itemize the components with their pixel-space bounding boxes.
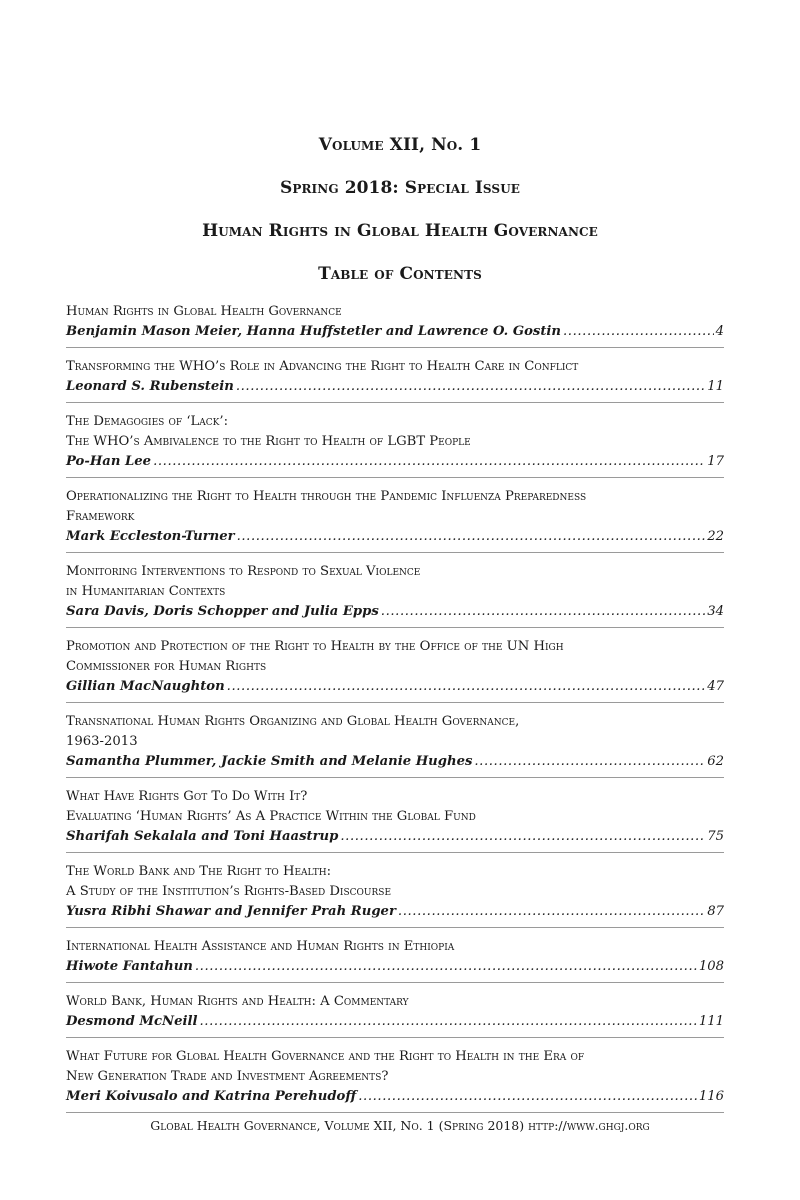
toc-entry[interactable] [66, 302, 724, 348]
toc-entry-authors: Meri Koivusalo and Katrina Perehudoff [66, 1089, 357, 1104]
toc-entry[interactable] [66, 637, 724, 703]
toc-entry[interactable] [66, 937, 724, 983]
dot-leader [563, 322, 714, 342]
toc-entry-page: 11 [707, 379, 724, 394]
dot-leader [340, 827, 705, 847]
dot-leader [398, 902, 705, 922]
toc-entry[interactable] [66, 712, 724, 778]
toc-entry-page: 47 [707, 679, 724, 694]
toc-entry[interactable] [66, 992, 724, 1038]
dot-leader [195, 957, 697, 977]
issue-heading: Spring 2018: Special Issue [279, 178, 521, 198]
toc-entry-byline [66, 377, 724, 397]
toc-entry-page: 17 [707, 454, 724, 469]
toc-entry-authors: Hiwote Fantahun [66, 959, 193, 974]
toc-entry-title: The World Bank and The Right to Health: [66, 864, 332, 879]
toc-entry-byline [66, 1087, 724, 1107]
toc-entry-byline [66, 322, 724, 342]
dot-leader [381, 602, 705, 622]
toc-entry-title: 1963-2013 [66, 734, 138, 749]
toc-entry-byline [66, 602, 724, 622]
toc-entry-title: A Study of the Institution’s Rights-Based Discourse [66, 884, 392, 899]
toc-entry-byline [66, 1012, 724, 1032]
table-of-contents [66, 302, 724, 1122]
dot-leader [153, 452, 705, 472]
toc-entry-title: Transnational Human Rights Organizing and Global Health Governance, [66, 714, 520, 729]
toc-entry-byline [66, 902, 724, 922]
toc-entry-title: New Generation Trade and Investment Agreements? [66, 1069, 389, 1084]
toc-entry[interactable] [66, 412, 724, 478]
toc-entry-page: 4 [715, 324, 724, 339]
toc-entry-title: World Bank, Human Rights and Health: A Commentary [66, 994, 409, 1009]
theme-heading: Human Rights in Global Health Governance [202, 221, 598, 241]
toc-entry-title: Monitoring Interventions to Respond to Sexual Violence [66, 564, 421, 579]
dot-leader [227, 677, 706, 697]
toc-entry-title: Human Rights in Global Health Governance [66, 304, 342, 319]
volume-heading: Volume XII, No. 1 [318, 135, 482, 155]
toc-entry-title: Commissioner for Human Rights [66, 659, 267, 674]
toc-entry-authors: Sara Davis, Doris Schopper and Julia Epps [66, 604, 379, 619]
toc-entry-byline [66, 527, 724, 547]
toc-entry[interactable] [66, 562, 724, 628]
toc-entry-authors: Po-Han Lee [66, 454, 152, 469]
toc-entry-authors: Leonard S. Rubenstein [66, 379, 234, 394]
toc-entry-page: 34 [707, 604, 724, 619]
toc-title: Table of Contents [318, 264, 482, 284]
dot-leader [200, 1012, 697, 1032]
toc-entry-title: The Demagogies of ‘Lack’: [66, 414, 229, 429]
dot-leader [474, 752, 705, 772]
toc-entry-page: 22 [707, 529, 724, 544]
toc-entry-page: 111 [698, 1014, 724, 1029]
dot-leader [237, 527, 706, 547]
toc-entry-byline [66, 752, 724, 772]
toc-entry-authors: Samantha Plummer, Jackie Smith and Melanie Hughes [66, 754, 473, 769]
toc-entry-title: What Have Rights Got To Do With It? [66, 789, 308, 804]
toc-entry-page: 62 [707, 754, 724, 769]
toc-entry-title: The WHO’s Ambivalence to the Right to Health of LGBT People [66, 434, 471, 449]
toc-entry-title: in Humanitarian Contexts [66, 584, 226, 599]
toc-entry-byline [66, 957, 724, 977]
toc-entry-title: Evaluating ‘Human Rights’ As A Practice Within the Global Fund [66, 809, 476, 824]
dot-leader [358, 1087, 697, 1107]
toc-entry-byline [66, 452, 724, 472]
toc-entry-authors: Desmond McNeill [66, 1014, 198, 1029]
toc-entry-page: 87 [707, 904, 724, 919]
toc-entry-authors: Benjamin Mason Meier, Hanna Huffstetler and Lawrence O. Gostin [66, 324, 562, 339]
toc-entry-page: 75 [707, 829, 724, 844]
toc-entry-title: Framework [66, 509, 135, 524]
toc-entry-page: 116 [698, 1089, 724, 1104]
toc-entry[interactable] [66, 862, 724, 928]
toc-entry-byline [66, 827, 724, 847]
toc-entry[interactable] [66, 357, 724, 403]
toc-entry[interactable] [66, 1047, 724, 1113]
dot-leader [236, 377, 705, 397]
toc-entry-title: Promotion and Protection of the Right to Health by the Office of the UN High [66, 639, 564, 654]
toc-entry-authors: Mark Eccleston-Turner [66, 529, 235, 544]
toc-entry-authors: Yusra Ribhi Shawar and Jennifer Prah Ruger [66, 904, 396, 919]
toc-entry-authors: Sharifah Sekalala and Toni Haastrup [66, 829, 339, 844]
toc-entry-title: Operationalizing the Right to Health through the Pandemic Influenza Preparedness [66, 489, 587, 504]
toc-entry-byline [66, 677, 724, 697]
toc-entry-page: 108 [698, 959, 724, 974]
toc-entry[interactable] [66, 487, 724, 553]
page-footer: Global Health Governance, Volume XII, No. 1 (Spring 2018) http://www.ghgj.org [150, 1118, 650, 1133]
toc-entry-authors: Gillian MacNaughton [66, 679, 225, 694]
toc-entry-title: Transforming the WHO’s Role in Advancing the Right to Health Care in Conflict [66, 359, 579, 374]
toc-entry[interactable] [66, 787, 724, 853]
toc-entry-title: What Future for Global Health Governance and the Right to Health in the Era of [66, 1049, 585, 1064]
toc-entry-title: International Health Assistance and Human Rights in Ethiopia [66, 939, 455, 954]
